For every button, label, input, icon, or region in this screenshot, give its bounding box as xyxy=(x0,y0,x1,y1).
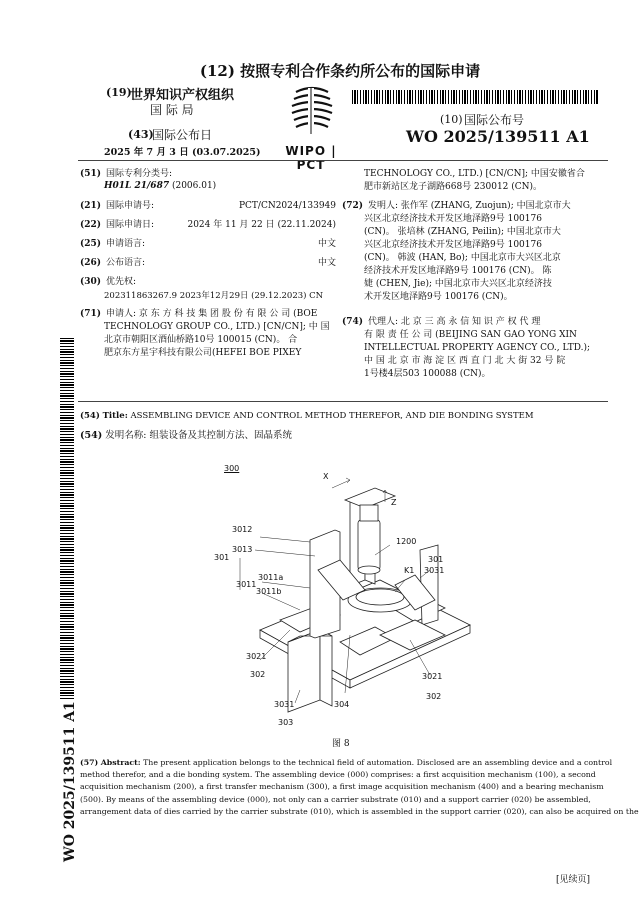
label-3021-left: 3021 xyxy=(246,652,267,661)
title-cn-row xyxy=(80,430,292,442)
org-bureau: 国 际 局 xyxy=(150,103,194,117)
org-name: 世界知识产权组织 xyxy=(130,88,235,103)
applicant-cont-line-2: 肥市新站区龙子湖路668号 230012 (CN)。 xyxy=(364,182,543,192)
filing-row xyxy=(80,219,336,231)
priority-code: (30) xyxy=(80,277,102,287)
label-3031-bottom: 3031 xyxy=(274,700,295,709)
abstract-line-3: acquisition mechanism (200), a first transfer mechanism (300), a first image acquisition mechanism (400) and a bearing mechanism xyxy=(80,782,604,792)
app-no-row xyxy=(80,200,336,212)
label-3011: 3011 xyxy=(236,580,257,589)
lang-row xyxy=(80,238,336,250)
pub-no-label: 国际公布号 xyxy=(464,113,525,127)
priority-row xyxy=(80,276,136,288)
title-en-label: Title: xyxy=(102,411,128,421)
wipo-logo xyxy=(272,82,350,172)
publang-row xyxy=(80,257,336,269)
agent-row xyxy=(342,316,540,328)
applicant-row xyxy=(80,308,317,320)
title-en-row xyxy=(80,410,534,422)
pub-date-label: 国际公布日 xyxy=(152,128,213,142)
abstract-text-1: The present application belongs to the technical field of automation. Disclosed are an assembling device and a control xyxy=(143,758,613,767)
sidebar-pub-no: WO 2025/139511 A1 xyxy=(62,701,78,862)
agent-code: (74) xyxy=(342,317,364,327)
priority-label: 优先权: xyxy=(106,277,137,287)
abstract-code: (57) xyxy=(80,758,99,767)
ipc-year: (2006.01) xyxy=(169,181,217,191)
inventor-line-2: 兴区北京经济技术开发区地泽路9号 100176 xyxy=(364,214,542,224)
title-cn: 发明名称: 组装设备及其控制方法、固晶系统 xyxy=(105,430,292,441)
inventor-line-6: 经济技术开发区地泽路9号 100176 (CN)。 陈 xyxy=(364,266,552,276)
pub-date: 2025 年 7 月 3 日 (03.07.2025) xyxy=(104,147,261,158)
label-3011b: 3011b xyxy=(256,587,282,596)
applicant-line-4: 肥京东方星宇科技有限公司(HEFEI BOE PIXEY xyxy=(104,348,302,358)
label-302-right: 302 xyxy=(426,692,442,701)
agent-line-5: 1号楼4层503 100088 (CN)。 xyxy=(364,369,491,379)
inventor-line-1: 发明人: 张作军 (ZHANG, Zuojun); 中国北京市大 xyxy=(368,201,571,211)
priority-value: 202311863267.9 2023年12月29日 (29.12.2023) CN xyxy=(104,291,324,301)
inventor-line-4: 兴区北京经济技术开发区地泽路9号 100176 xyxy=(364,240,542,250)
org-code: (19) xyxy=(106,86,132,99)
app-no-value: PCT/CN2024/133949 xyxy=(238,201,336,211)
abstract xyxy=(80,757,639,818)
applicant-line-1: 申请人: 京 东 方 科 技 集 团 股 份 有 限 公 司 (BOE xyxy=(106,309,318,319)
label-3021-right: 3021 xyxy=(422,672,443,681)
applicant-code: (71) xyxy=(80,309,102,319)
filing-code: (22) xyxy=(80,220,102,230)
ipc-value-row xyxy=(104,180,216,192)
inventor-line-5: (CN)。 韩波 (HAN, Bo); 中国北京市大兴区北京 xyxy=(364,253,561,263)
app-no-code: (21) xyxy=(80,201,102,211)
lang-value: 中文 xyxy=(317,239,336,249)
applicant-line-2: TECHNOLOGY GROUP CO., LTD.) [CN/CN]; 中 国 xyxy=(104,322,330,332)
filing-value: 2024 年 11 月 22 日 (22.11.2024) xyxy=(187,220,336,230)
abstract-line-2: method therefor, and a die bonding system. The assembling device (000) comprises: a first acquisition mechanism (100), a second xyxy=(80,770,596,780)
ipc-label: 国际专利分类号: xyxy=(106,169,173,179)
abstract-line-4: (500). By means of the assembling device (000), not only can a carrier substrate (010) and a support carrier (020) be assembled, xyxy=(80,794,591,804)
inventor-code: (72) xyxy=(342,201,364,211)
abstract-line-1 xyxy=(80,757,613,769)
label-304: 304 xyxy=(334,700,350,709)
ipc-code: (51) xyxy=(80,169,102,179)
inventor-line-7: 婕 (CHEN, Jie); 中国北京市大兴区北京经济技 xyxy=(364,279,552,289)
publang-value: 中文 xyxy=(317,258,336,268)
label-300: 300 xyxy=(224,464,240,473)
label-302-left: 302 xyxy=(250,670,266,679)
inventor-line-3: (CN)。 张培林 (ZHANG, Peilin); 中国北京市大 xyxy=(364,227,561,237)
ipc-row xyxy=(80,168,172,180)
publang-label: 公布语言: xyxy=(106,258,146,268)
label-303: 303 xyxy=(278,718,294,727)
label-z: Z xyxy=(391,498,397,507)
lang-label: 申请语言: xyxy=(106,239,146,249)
lang-code: (25) xyxy=(80,239,102,249)
wipo-emblem-icon xyxy=(272,82,350,138)
continue-marker: [见续页] xyxy=(556,875,591,885)
patent-figure xyxy=(200,460,480,730)
wipo-logo-text: WIPO | PCT xyxy=(285,144,337,172)
agent-line-2: 有 限 责 任 公 司 (BEIJING SAN GAO YONG XIN xyxy=(364,330,577,340)
header-barcode xyxy=(352,90,598,104)
label-3013: 3013 xyxy=(232,545,253,554)
label-1200: 1200 xyxy=(396,537,417,546)
agent-line-1: 代理人: 北 京 三 高 永 信 知 识 产 权 代 理 xyxy=(368,317,541,327)
label-301-right: 301 xyxy=(428,555,444,564)
assembling-device-drawing xyxy=(200,460,480,730)
agent-line-4: 中 国 北 京 市 海 淀 区 西 直 门 北 大 街 32 号 院 xyxy=(364,356,566,366)
pub-date-code: (43) xyxy=(128,128,154,141)
pub-no: WO 2025/139511 A1 xyxy=(406,127,590,146)
filing-label: 国际申请日: xyxy=(106,220,155,230)
applicant-cont-line-1: TECHNOLOGY CO., LTD.) [CN/CN]; 中国安徽省合 xyxy=(364,169,585,179)
abstract-label: Abstract: xyxy=(100,758,141,767)
label-3011a: 3011a xyxy=(258,573,284,582)
label-x: X xyxy=(323,472,329,481)
label-k1: K1 xyxy=(404,566,415,575)
ipc-value: H01L 21/687 xyxy=(104,181,170,191)
label-301-left: 301 xyxy=(214,553,230,562)
title-en: ASSEMBLING DEVICE AND CONTROL METHOD THEREFOR, AND DIE BONDING SYSTEM xyxy=(130,411,534,421)
title-cn-code: (54) xyxy=(80,430,103,441)
title-en-code: (54) xyxy=(80,411,100,421)
applicant-line-3: 北京市朝阳区酒仙桥路10号 100015 (CN)。 合 xyxy=(104,335,298,345)
sidebar-barcode xyxy=(60,338,74,700)
app-no-label: 国际申请号: xyxy=(106,201,155,211)
label-3031-right: 3031 xyxy=(424,566,445,575)
label-3012: 3012 xyxy=(232,525,253,534)
agent-line-3: INTELLECTUAL PROPERTY AGENCY CO., LTD.); xyxy=(364,343,591,353)
publang-code: (26) xyxy=(80,258,102,268)
inventor-row xyxy=(342,200,571,212)
abstract-line-5: arrangement data of dies carried by the carrier substrate (010), which is assembled in the support carrier (020), can also be acquired on the xyxy=(80,806,639,816)
inventor-line-8: 术开发区地泽路9号 100176 (CN)。 xyxy=(364,292,513,302)
pub-no-code: (10) xyxy=(440,113,463,126)
document-type-heading: (12) 按照专利合作条约所公布的国际申请 xyxy=(199,62,481,80)
figure-caption: 图 8 xyxy=(332,739,350,749)
